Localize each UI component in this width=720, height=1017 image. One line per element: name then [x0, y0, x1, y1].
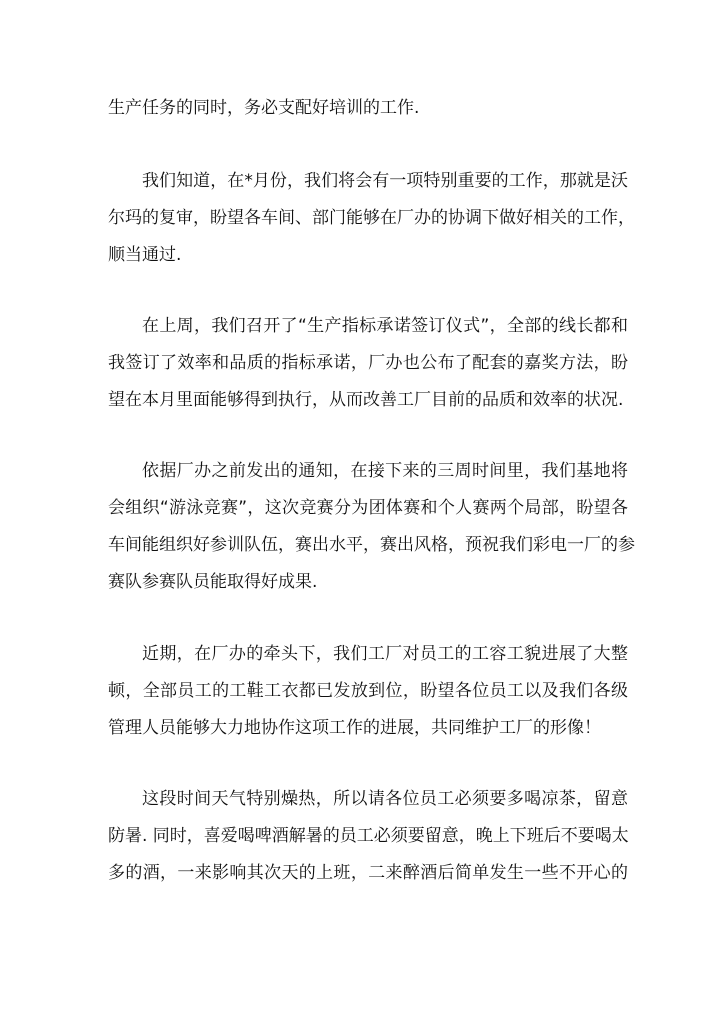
text-line: 生产任务的同时，务必支配好培训的工作. [108, 98, 420, 118]
text-line: 依据厂办之前发出的通知，在接下来的三周时间里，我们基地将 [142, 461, 628, 481]
text-line: 我们知道，在*月份，我们将会有一项特别重要的工作，那就是沃 [142, 171, 628, 191]
paragraph-swimming-contest [108, 453, 635, 601]
text-line: 顺当通过. [108, 245, 182, 265]
text-line: 顿，全部员工的工鞋工衣都已发放到位，盼望各位员工以及我们各级 [108, 681, 628, 701]
text-line: 在上周，我们召开了“生产指标承诺签订仪式”，全部的线长都和 [142, 316, 628, 336]
paragraph-production-commitment [108, 308, 628, 419]
paragraph-training-continued [108, 90, 628, 127]
paragraph-hot-weather [108, 781, 628, 892]
text-line: 我签订了效率和品质的指标承诺，厂办也公布了配套的嘉奖方法，盼 [108, 353, 628, 373]
text-line: 车间能组织好参训队伍，赛出水平，赛出风格，预祝我们彩电一厂的参 [108, 535, 635, 555]
text-line: 近期，在厂办的牵头下，我们工厂对员工的工容工貌进展了大整 [142, 644, 628, 664]
text-line: 望在本月里面能够得到执行，从而改善工厂目前的品质和效率的状况. [108, 390, 624, 410]
text-line: 会组织“游泳竞赛”，这次竞赛分为团体赛和个人赛两个局部，盼望各 [108, 498, 628, 518]
paragraph-staff-appearance [108, 636, 628, 747]
text-line: 赛队参赛队员能取得好成果. [108, 572, 318, 592]
text-line: 尔玛的复审，盼望各车间、部门能够在厂办的协调下做好相关的工作， [108, 208, 635, 228]
text-line: 防暑. 同时，喜爱喝啤酒解暑的员工必须要留意，晚上下班后不要喝太 [108, 826, 629, 846]
text-line: 管理人员能够大力地协作这项工作的进展，共同维护工厂的形像！ [108, 718, 601, 738]
paragraph-walmart-audit [108, 163, 635, 274]
text-line: 这段时间天气特别燥热，所以请各位员工必须要多喝凉茶，留意 [142, 789, 628, 809]
text-line: 多的酒，一来影响其次天的上班，二来醉酒后简单发生一些不开心的 [108, 863, 628, 883]
